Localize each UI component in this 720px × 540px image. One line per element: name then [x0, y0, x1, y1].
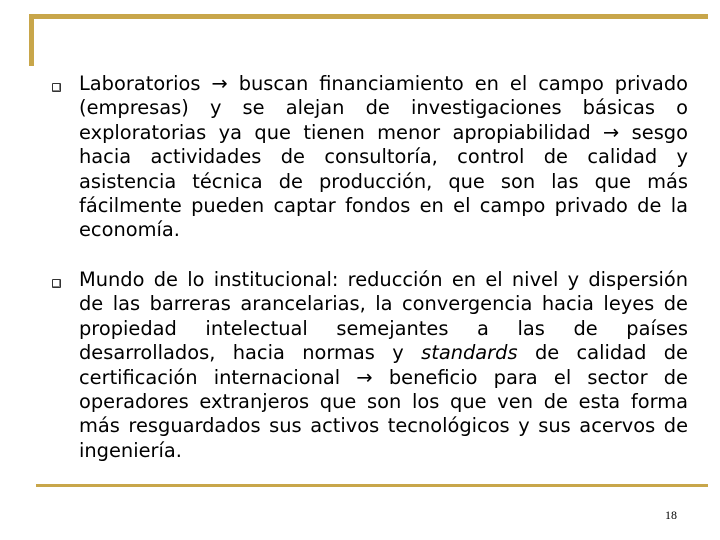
square-bullet-icon [52, 83, 61, 92]
frame-bottom-rule [36, 484, 708, 487]
bullet-item-institucional [52, 268, 688, 463]
arrow-right-icon: → [211, 72, 228, 95]
arrow-right-icon: → [603, 120, 620, 144]
bullet-text [79, 72, 688, 243]
arrow-right-icon: → [356, 365, 373, 389]
text-run: buscan financiamiento en el campo privado (empresas) y se alejan de investigaciones básicas o exploratorias ya que tienen menor apropiabilidad [79, 72, 688, 144]
page-number: 18 [665, 508, 677, 522]
text-run: Mundo de lo institucional: reducción en el nivel y dispersión de las barreras arancelarias, la convergencia hacia leyes de propiedad intelectual semejantes a las de países desarrollados, hacia normas y [79, 268, 688, 365]
text-run: de calidad de certificación internacional [79, 341, 688, 389]
bullet-text [79, 268, 688, 463]
frame-left-rule [29, 14, 34, 66]
bullet-item-laboratorios [52, 72, 688, 243]
text-run: Laboratorios [79, 72, 212, 95]
frame-top-rule [29, 14, 708, 19]
italic-term: standards [421, 341, 518, 365]
text-run: beneficio para el sector de operadores extranjeros que son los que ven de esta forma más resguardados sus activos tecnológicos y sus acervos de ingeniería. [79, 365, 688, 462]
text-run: sesgo hacia actividades de consultoría, control de calidad y asistencia técnica de producción, que son las que más fácilmente pueden captar fondos en el campo privado de la economía. [79, 120, 688, 242]
square-bullet-icon [52, 279, 61, 288]
